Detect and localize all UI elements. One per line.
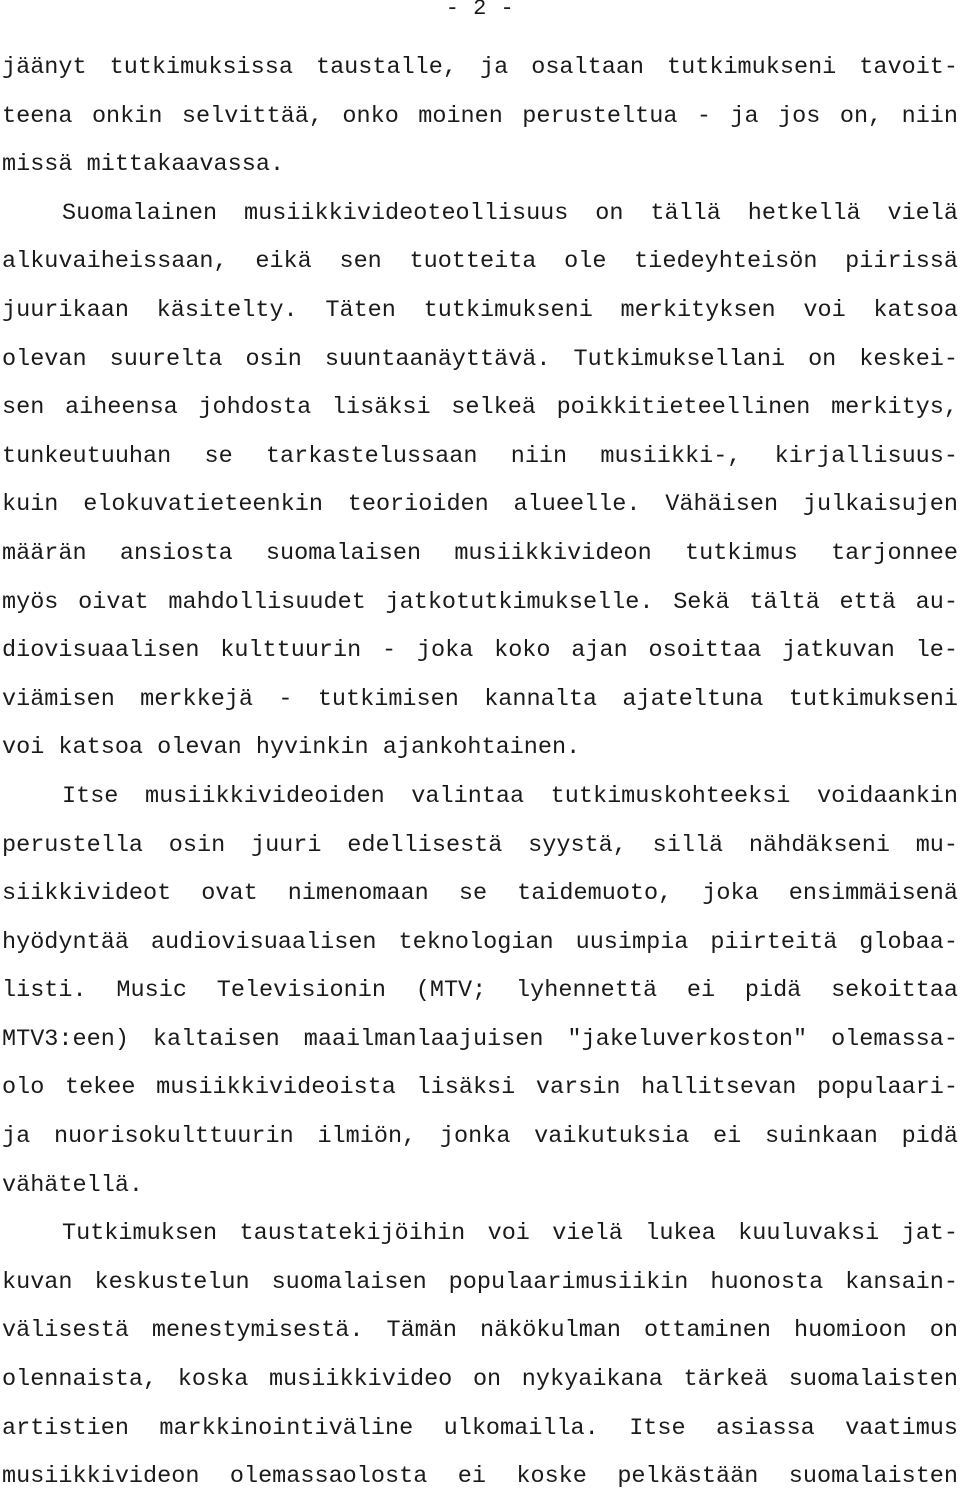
text-line: alkuvaiheissaan, eikä sen tuotteita ole tiedeyhteisön piirissä <box>2 248 958 276</box>
text-line: kuvan keskustelun suomalaisen populaarimusiikin huonosta kansain- <box>2 1268 958 1296</box>
text-line: viämisen merkkejä - tutkimisen kannalta ajateltuna tutkimukseni <box>2 685 958 713</box>
document-body <box>2 44 958 1502</box>
text-line: MTV3:een) kaltaisen maailmanlaajuisen "jakeluverkoston" olemassa- <box>2 1025 958 1053</box>
text-line: sen aiheensa johdosta lisäksi selkeä poikkitieteellinen merkitys, <box>2 394 958 422</box>
text-line: kuin elokuvatieteenkin teorioiden alueelle. Vähäisen julkaisujen <box>2 491 958 519</box>
text-line: teena onkin selvittää, onko moinen perusteltua - ja jos on, niin <box>2 102 958 130</box>
paragraph-3 <box>2 773 958 1210</box>
text-line: artistien markkinointiväline ulkomailla. Itse asiassa vaatimus <box>2 1414 958 1442</box>
text-line: Itse musiikkivideoiden valintaa tutkimuskohteeksi voidaankin <box>62 782 958 810</box>
text-line: myös oivat mahdollisuudet jatkotutkimukselle. Sekä tältä että au- <box>2 588 958 616</box>
text-line: voi katsoa olevan hyvinkin ajankohtainen. <box>2 734 581 762</box>
text-line: hyödyntää audiovisuaalisen teknologian uusimpia piirteitä globaa- <box>2 928 958 956</box>
text-line: välisestä menestymisestä. Tämän näkökulman ottaminen huomioon on <box>2 1317 958 1345</box>
text-line: ja nuorisokulttuurin ilmiön, jonka vaikutuksia ei suinkaan pidä <box>2 1123 958 1151</box>
text-line: perustella osin juuri edellisestä syystä, sillä nähdäkseni mu- <box>2 831 958 859</box>
text-line: juurikaan käsitelty. Täten tutkimukseni merkityksen voi katsoa <box>2 296 958 324</box>
paragraph-1 <box>2 44 958 190</box>
text-line: jäänyt tutkimuksissa taustalle, ja osaltaan tutkimukseni tavoit- <box>2 54 958 81</box>
page-number: - 2 - <box>445 0 515 21</box>
text-line: olo tekee musiikkivideoista lisäksi varsin hallitsevan populaari- <box>2 1074 958 1102</box>
text-line: musiikkivideon olemassaolosta ei koske pelkästään suomalaisten <box>2 1463 958 1491</box>
text-line: vähätellä. <box>2 1171 144 1199</box>
text-line: Suomalainen musiikkivideoteollisuus on tällä hetkellä vielä <box>62 199 958 227</box>
text-line: siikkivideot ovat nimenomaan se taidemuoto, joka ensimmäisenä <box>2 880 958 908</box>
text-line: määrän ansiosta suomalaisen musiikkivideon tutkimus tarjonnee <box>2 539 958 567</box>
text-line: Tutkimuksen taustatekijöihin voi vielä lukea kuuluvaksi jat- <box>62 1220 958 1248</box>
paragraph-4 <box>2 1210 958 1502</box>
text-line: listi. Music Televisionin (MTV; lyhennettä ei pidä sekoittaa <box>2 977 958 1005</box>
text-line: olevan suurelta osin suuntaanäyttävä. Tutkimuksellani on keskei- <box>2 345 958 373</box>
text-line: olennaista, koska musiikkivideo on nykyaikana tärkeä suomalaisten <box>2 1366 958 1394</box>
paragraph-2 <box>2 190 958 773</box>
text-line: missä mittakaavassa. <box>2 151 285 179</box>
text-line: tunkeutuuhan se tarkastelussaan niin musiikki-, kirjallisuus- <box>2 442 958 470</box>
text-line: diovisuaalisen kulttuurin - joka koko ajan osoittaa jatkuvan le- <box>2 637 958 665</box>
